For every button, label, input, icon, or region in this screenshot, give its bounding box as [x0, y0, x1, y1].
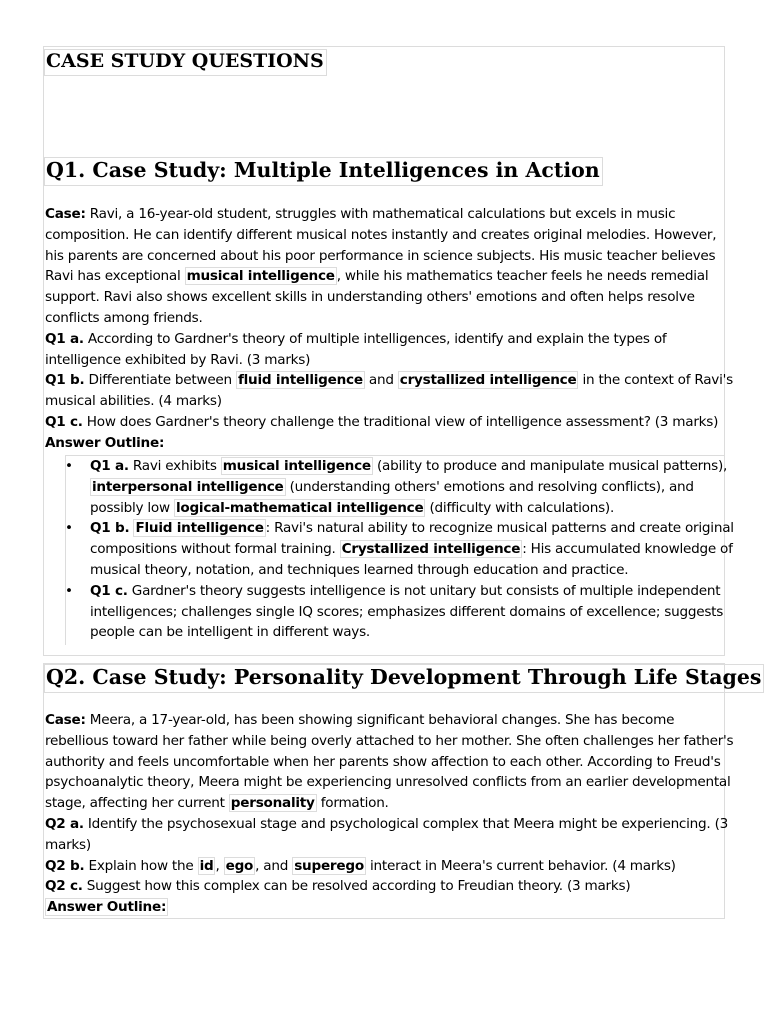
list-item: • Q1 c. Gardner's theory suggests intelligence is not unitary but consists of multiple independent intelligences; challenges single IQ scores; emphasizes different domains of excellence; suggests people can be intelligent in different ways.: [65, 582, 724, 641]
term-ego: ego: [225, 857, 254, 874]
q2c-question: Q2 c. Suggest how this complex can be resolved according to Freudian theory. (3 marks): [45, 878, 631, 895]
term-crystallized-intelligence: crystallized intelligence: [399, 372, 577, 389]
term-musical-intelligence: musical intelligence: [186, 268, 335, 285]
q1-answer-outline-label: Answer Outline:: [45, 434, 165, 451]
bullet-icon: •: [65, 582, 73, 599]
q1-section: [45, 204, 735, 454]
q1-answer-list: [45, 456, 735, 643]
q1b-question: Q1 b. Differentiate between fluid intelligence and crystallized intelligence in the context of Ravi's musical abilities. (4 marks): [45, 372, 733, 410]
q1a-question: Q1 a. According to Gardner's theory of multiple intelligences, identify and explain the types of intelligence exhibited by Ravi. (3 marks): [45, 330, 667, 368]
case-label: Case:: [45, 712, 86, 728]
list-item: • Q1 a. Ravi exhibits musical intelligence (ability to produce and manipulate musical patterns), interpersonal intelligence (understanding others' emotions and resolving conflicts), and possibly low logical-mathematical intelligence (difficulty with calculations).: [65, 458, 728, 516]
q2-section: [45, 710, 735, 918]
case-label: Case:: [45, 206, 86, 222]
term-superego: superego: [294, 857, 364, 874]
q2-answer-outline-label: Answer Outline:: [47, 899, 167, 916]
q1-case-paragraph: Case: Ravi, a 16-year-old student, struggles with mathematical calculations but excels in music composition. He can identify different musical notes instantly and creates original melodies. However, his parents are concerned about his poor performance in science subjects. His music teacher believes Ravi has exceptional musical intelligence , while his mathematics teacher feels he needs remedial support. Ravi also shows excellent skills in understanding others' emotions and often helps resolve conflicts among friends.: [45, 206, 717, 326]
term-personality: personality: [230, 795, 315, 812]
q2-case-paragraph: Case: Meera, a 17-year-old, has been showing significant behavioral changes. She has become rebellious toward her father while being overly attached to her mother. She often challenges her father's authority and feels uncomfortable when her parents show affection to each other. According to Freud's psychoanalytic theory, Meera might be experiencing unresolved conflicts from an earlier developmental stage, affecting her current personality formation.: [45, 712, 734, 812]
page-title: CASE STUDY QUESTIONS: [44, 49, 327, 76]
q2b-question: Q2 b. Explain how the id , ego , and superego interact in Meera's current behavior. (4 marks): [45, 857, 676, 874]
bullet-icon: •: [65, 458, 73, 474]
list-item: • Q1 b. Fluid intelligence : Ravi's natural ability to recognize musical patterns and create original compositions without formal training. Crystallized intelligence : His accumulated knowledge of musical theory, notation, and techniques learned through education and practice.: [65, 520, 734, 578]
q2a-question: Q2 a. Identify the psychosexual stage and psychological complex that Meera might be experiencing. (3 marks): [45, 815, 729, 853]
term-fluid-intelligence: fluid intelligence: [237, 372, 363, 389]
bullet-icon: •: [65, 520, 73, 537]
q2-heading: Q2. Case Study: Personality Development Through Life Stages: [44, 664, 764, 693]
q1-heading: Q1. Case Study: Multiple Intelligences in Action: [44, 157, 603, 186]
term-id: id: [199, 857, 214, 874]
q1c-question: Q1 c. How does Gardner's theory challenge the traditional view of intelligence assessment? (3 marks): [45, 413, 719, 430]
